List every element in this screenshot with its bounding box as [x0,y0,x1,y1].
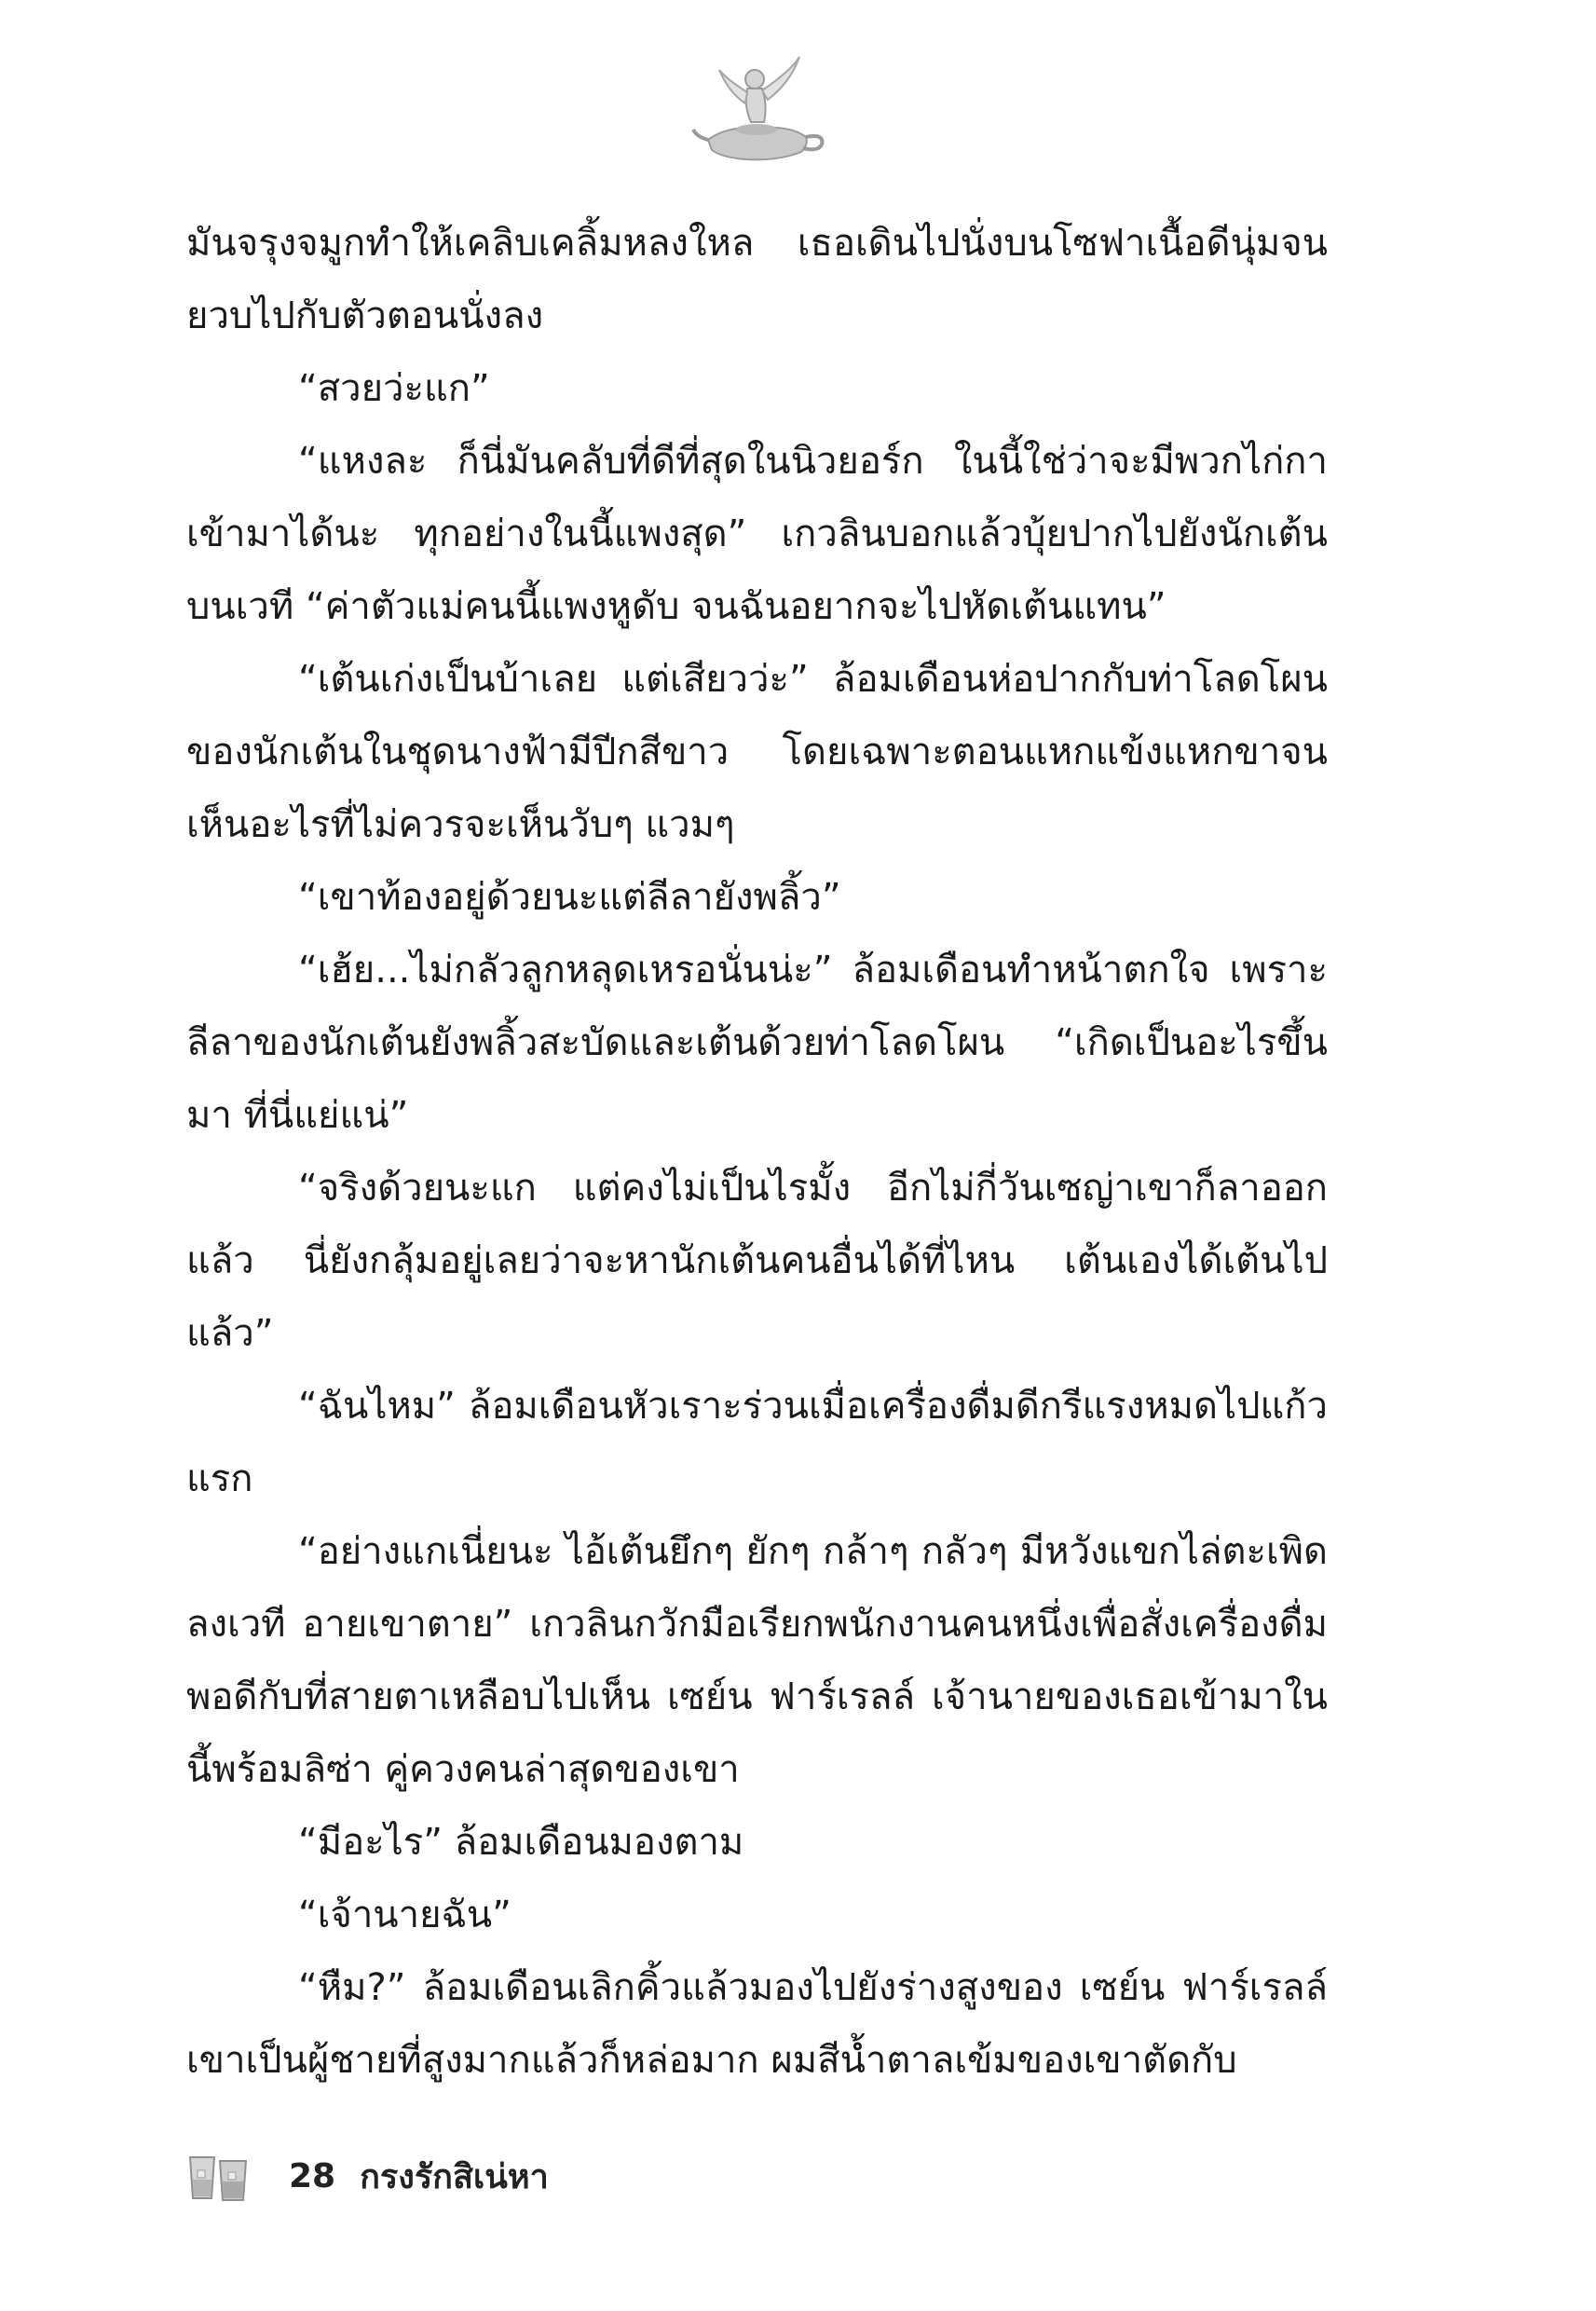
page-number: 28 [289,2156,336,2195]
paragraph: “เต้นเก่งเป็นบ้าเลย แต่เสียวว่ะ” ล้อมเดือนห่อปากกับท่าโลดโผนของนักเต้นในชุดนางฟ้ามีปีกสีขาว โดยเฉพาะตอนแหกแข้งแหกขาจนเห็นอะไรที่ไม่ควรจะเห็นวับๆ แวมๆ [186,658,1328,846]
paragraph: “มีอะไร” ล้อมเดือนมองตาม [298,1821,744,1864]
cupid-teapot-icon [689,51,829,172]
glasses-icon [186,2148,252,2204]
paragraph: “แหงละ ก็นี่มันคลับที่ดีที่สุดในนิวยอร์ก ในนี้ใช่ว่าจะมีพวกไก่กาเข้ามาได้นะ ทุกอย่างในนี้แพงสุด” เกวลินบอกแล้วบุ้ยปากไปยังนักเต้นบนเวที “ค่าตัวแม่คนนี้แพงหูดับ จนฉันอยากจะไปหัดเต้นแทน” [186,440,1328,628]
paragraph: “หืม?” ล้อมเดือนเลิกคิ้วแล้วมองไปยังร่างสูงของ เซย์น ฟาร์เรลล์ เขาเป็นผู้ชายที่สูงมากแล้วก็หล่อมาก ผมสีน้ำตาลเข้มของเขาตัดกับ [186,1966,1328,2082]
page-footer [186,2143,549,2208]
paragraph: “เฮ้ย...ไม่กลัวลูกหลุดเหรอนั่นน่ะ” ล้อมเดือนทำหน้าตกใจ เพราะลีลาของนักเต้นยังพลิ้วสะบัดและเต้นด้วยท่าโลดโผน “เกิดเป็นอะไรขึ้นมา ที่นี่แย่แน่” [186,949,1328,1137]
paragraph: “เขาท้องอยู่ด้วยนะแต่ลีลายังพลิ้ว” [298,876,841,919]
book-title: กรงรักสิเน่หา [360,2157,549,2196]
paragraph: “ฉันไหม” ล้อมเดือนหัวเราะร่วนเมื่อเครื่องดื่มดีกรีแรงหมดไปแก้วแรก [186,1385,1328,1500]
paragraph: “สวยว่ะแก” [298,367,490,410]
paragraph: “จริงด้วยนะแก แต่คงไม่เป็นไรมั้ง อีกไม่กี่วันเซญ่าเขาก็ลาออกแล้ว นี่ยังกลุ้มอยู่เลยว่าจะหานักเต้นคนอื่นได้ที่ไหน เต้นเองได้เต้นไปแล้ว” [186,1167,1328,1355]
paragraph: มันจรุงจมูกทำให้เคลิบเคลิ้มหลงใหล เธอเดินไปนั่งบนโซฟาเนื้อดีนุ่มจนยวบไปกับตัวตอนนั่งลง [186,222,1328,337]
paragraph: “อย่างแกเนี่ยนะ ไอ้เต้นยึกๆ ยักๆ กล้าๆ กลัวๆ มีหวังแขกไล่ตะเพิดลงเวที อายเขาตาย” เกวลินกวักมือเรียกพนักงานคนหนึ่งเพื่อสั่งเครื่องดื่ม พอดีกับที่สายตาเหลือบไปเห็น เซย์น ฟาร์เรลล์ เจ้านายของเธอเข้ามาในนี้พร้อมลิซ่า คู่ควงคนล่าสุดของเขา [186,1530,1328,1791]
paragraph: “เจ้านายฉัน” [298,1894,512,1936]
body-text [186,207,1328,2097]
